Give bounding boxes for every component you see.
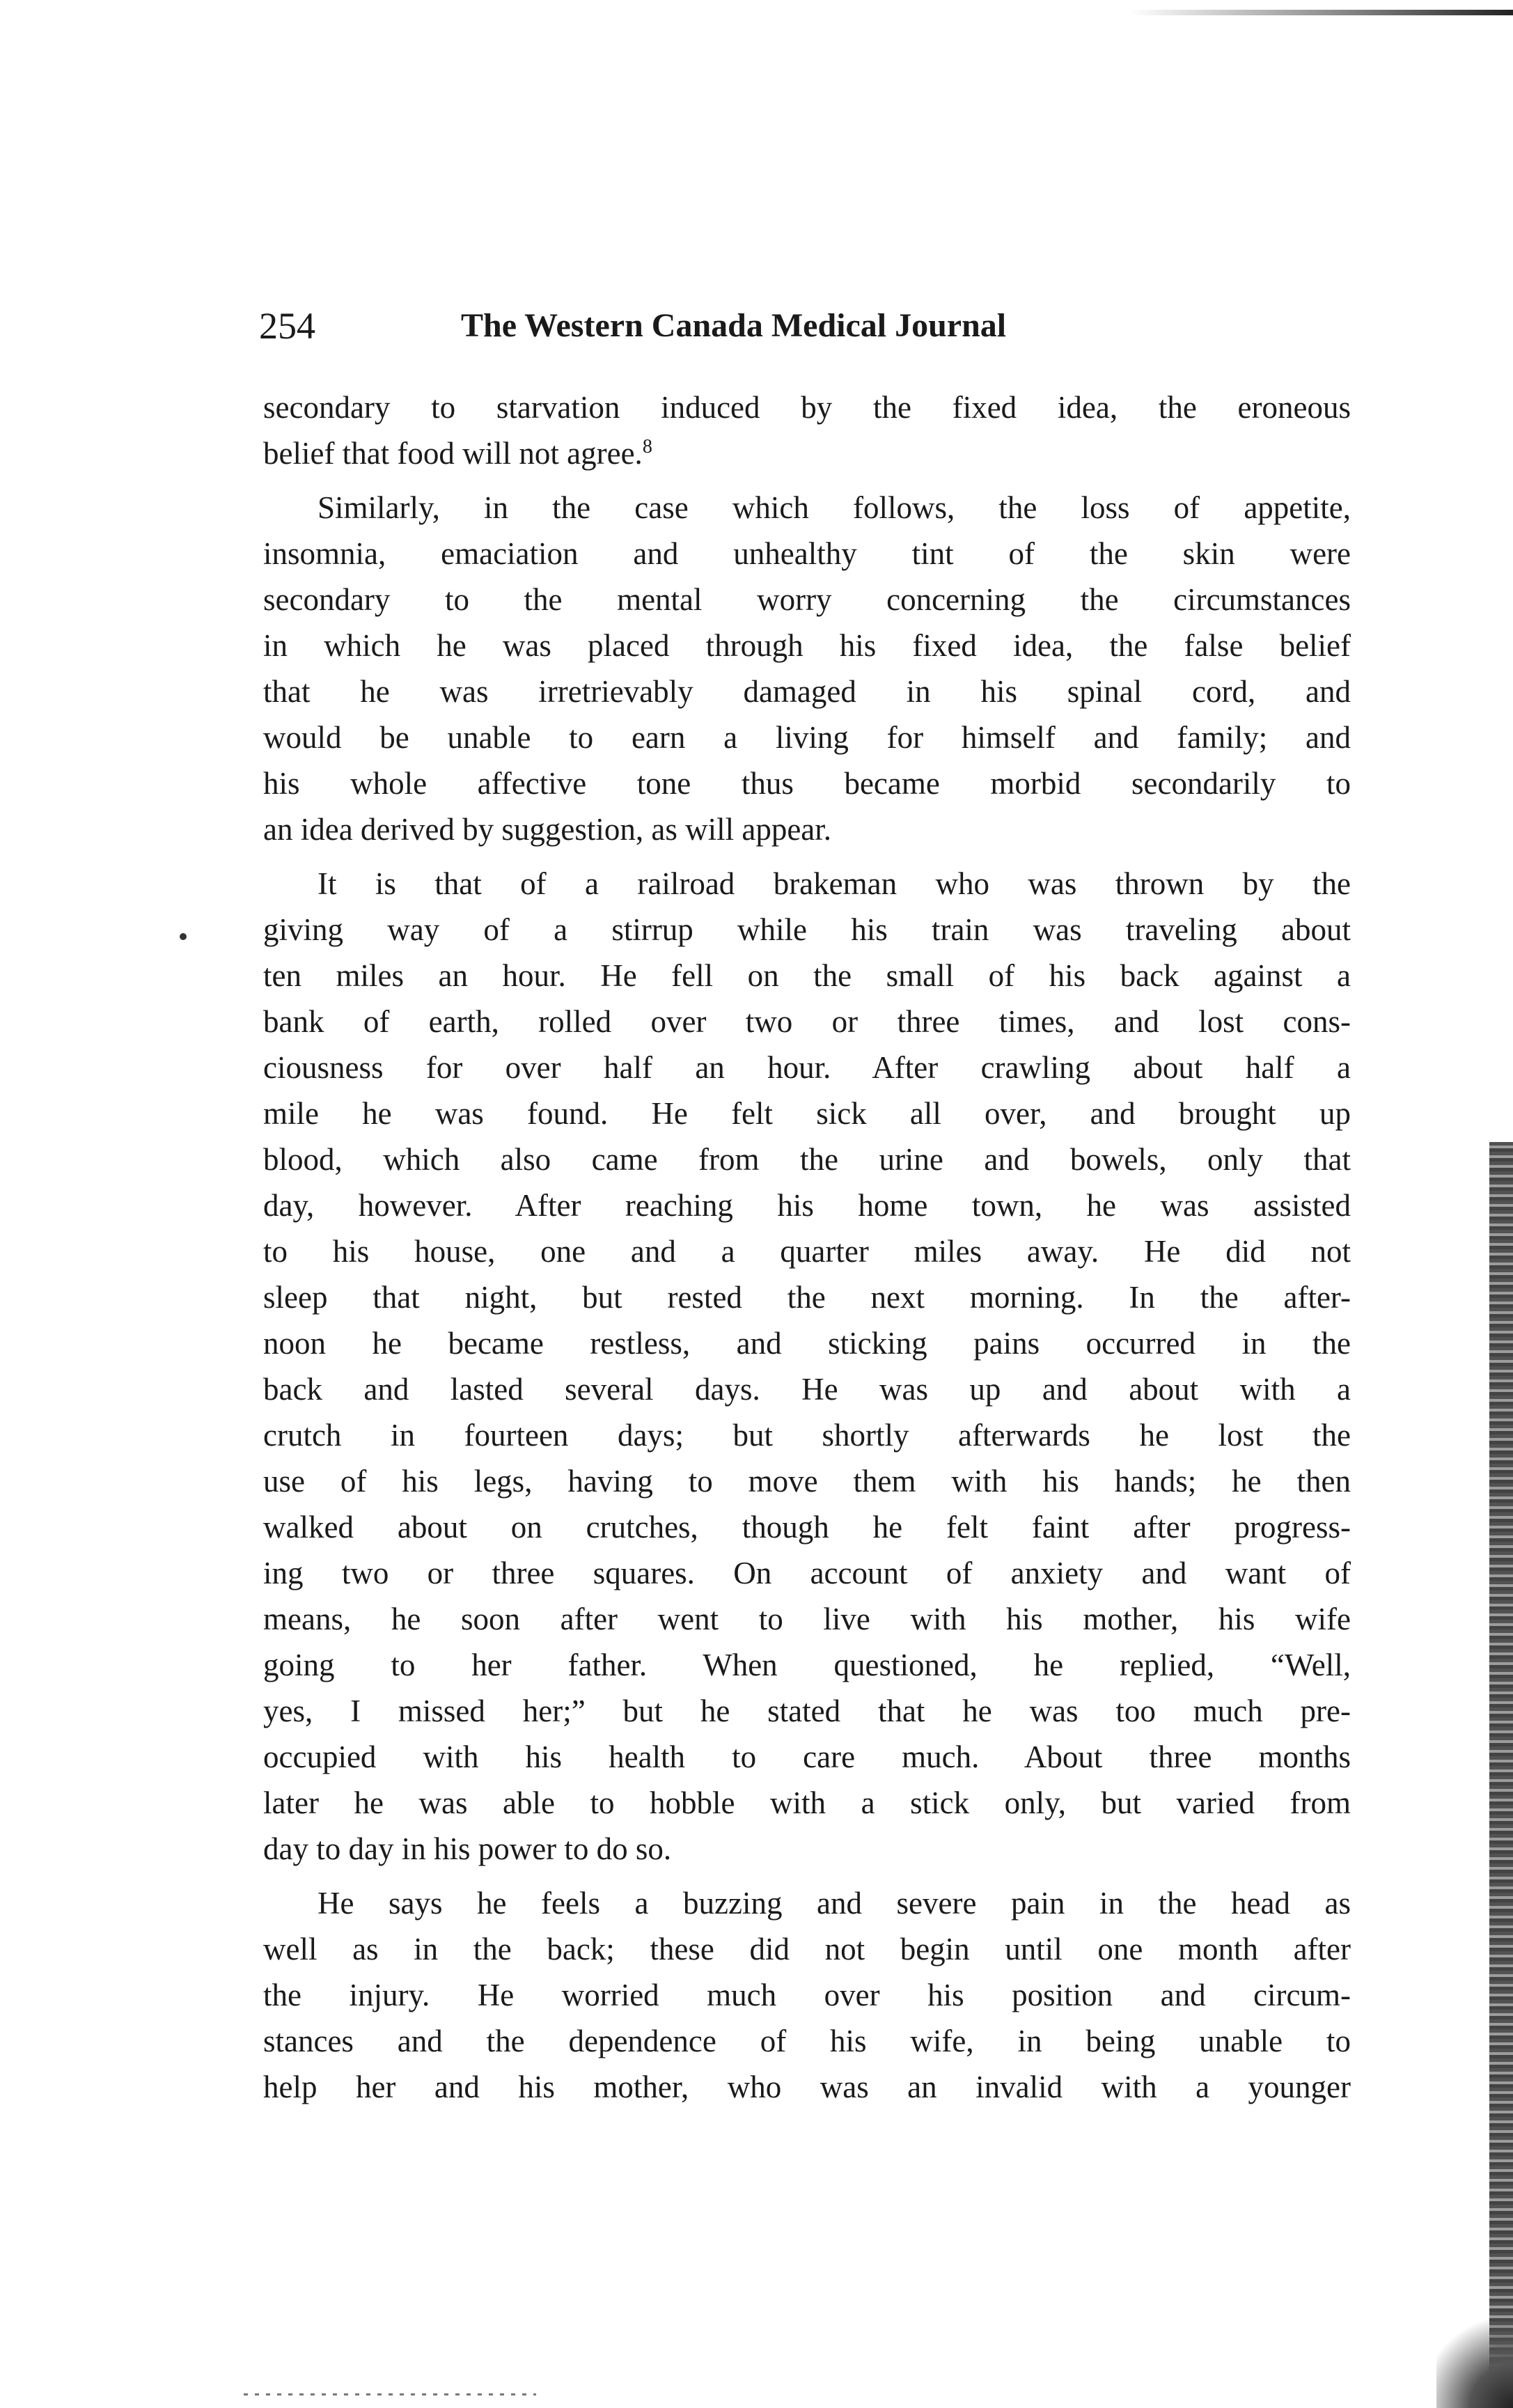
text-line: use of his legs, having to move them with his hands; he then	[263, 1464, 1351, 1499]
text-line: yes, I missed her;” but he stated that he was too much pre-	[263, 1694, 1351, 1728]
paragraph-1	[263, 384, 1351, 476]
text-line: going to her father. When questioned, he replied, “Well,	[263, 1648, 1351, 1682]
footnote-ref: 8	[642, 436, 652, 458]
paragraph-2	[263, 485, 1351, 852]
text-line: day, however. After reaching his home town, he was assisted	[263, 1188, 1351, 1223]
text-line: later he was able to hobble with a stick only, but varied from	[263, 1785, 1351, 1820]
text-line: in which he was placed through his fixed idea, the false belief	[263, 628, 1351, 663]
text-line: bank of earth, rolled over two or three times, and lost cons-	[263, 1004, 1351, 1039]
scan-edge-top	[1130, 10, 1513, 15]
text-line: Similarly, in the case which follows, the loss of appetite,	[318, 490, 1351, 525]
text-line: an idea derived by suggestion, as will appear.	[263, 812, 832, 847]
text-line: would be unable to earn a living for himself and family; and	[263, 720, 1351, 755]
body-text	[263, 384, 1351, 2110]
text-line: the injury. He worried much over his position and circum-	[263, 1978, 1351, 2012]
text-line: stances and the dependence of his wife, in being unable to	[263, 2024, 1351, 2058]
page-header	[259, 301, 1345, 351]
text-line: his whole affective tone thus became morbid secondarily to	[263, 766, 1351, 801]
text-line: secondary to the mental worry concerning the circumstances	[263, 582, 1351, 617]
text-line: help her and his mother, who was an invalid with a younger	[263, 2070, 1351, 2104]
text-line: walked about on crutches, though he felt faint after progress-	[263, 1510, 1351, 1545]
text-line	[263, 430, 1351, 476]
text-line: ciousness for over half an hour. After crawling about half a	[263, 1050, 1351, 1085]
running-title: The Western Canada Medical Journal	[461, 307, 1007, 344]
text-line: giving way of a stirrup while his train was traveling about	[263, 912, 1351, 947]
text-line: back and lasted several days. He was up and about with a	[263, 1372, 1351, 1407]
text-line: well as in the back; these did not begin until one month after	[263, 1932, 1351, 1967]
text-line: means, he soon after went to live with his mother, his wife	[263, 1602, 1351, 1636]
text-line: ten miles an hour. He fell on the small of his back against a	[263, 958, 1351, 993]
text-line: ing two or three squares. On account of anxiety and want of	[263, 1556, 1351, 1590]
paragraph-3	[263, 861, 1351, 1872]
text-line: to his house, one and a quarter miles away. He did not	[263, 1234, 1351, 1269]
text-line: mile he was found. He felt sick all over, and brought up	[263, 1096, 1351, 1131]
text-line: secondary to starvation induced by the fixed idea, the eroneous	[263, 390, 1351, 425]
text-line: It is that of a railroad brakeman who was thrown by the	[318, 866, 1351, 901]
paragraph-4	[263, 1880, 1351, 2110]
text-line: insomnia, emaciation and unhealthy tint of the skin were	[263, 536, 1351, 571]
text-line: noon he became restless, and sticking pains occurred in the	[263, 1326, 1351, 1361]
text-line: blood, which also came from the urine and bowels, only that	[263, 1142, 1351, 1177]
text-line: occupied with his health to care much. About three months	[263, 1739, 1351, 1774]
page-number: 254	[259, 305, 315, 347]
scan-artifact-bottom	[244, 2393, 536, 2395]
scan-speck	[180, 933, 187, 940]
text-line: crutch in fourteen days; but shortly afterwards he lost the	[263, 1418, 1351, 1453]
scan-edge-right	[1489, 1142, 1513, 2408]
text-line: day to day in his power to do so.	[263, 1831, 672, 1866]
text-line-content: belief that food will not agree.	[263, 436, 643, 471]
text-line: sleep that night, but rested the next morning. In the after-	[263, 1280, 1351, 1315]
text-line: that he was irretrievably damaged in his spinal cord, and	[263, 674, 1351, 709]
scan-edge-corner	[1436, 2311, 1513, 2408]
text-line: He says he feels a buzzing and severe pain in the head as	[318, 1886, 1351, 1921]
